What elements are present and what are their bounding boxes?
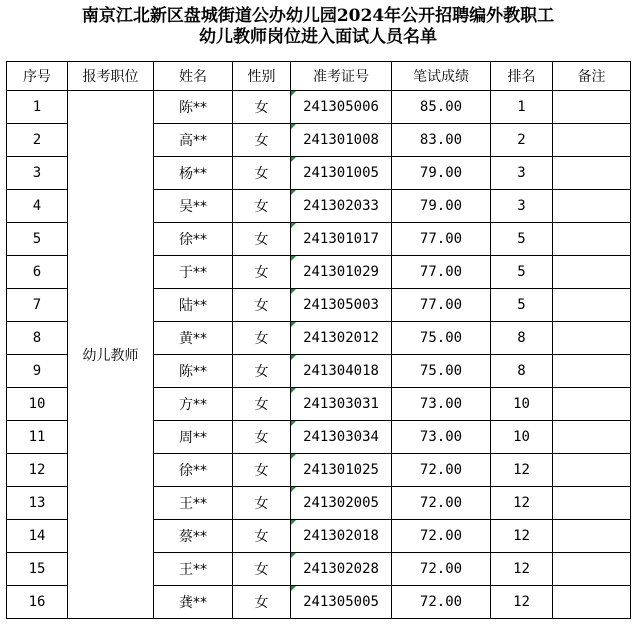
cell-remark xyxy=(553,256,631,289)
cell-name: 陆** xyxy=(154,289,233,322)
cell-gender: 女 xyxy=(233,586,291,619)
cell-index: 5 xyxy=(7,223,68,256)
cell-ticket xyxy=(291,223,392,256)
cell-score: 85.00 xyxy=(392,91,491,124)
ticket-number: 241305005 xyxy=(303,594,379,610)
ticket-number: 241305003 xyxy=(303,297,379,313)
cell-ticket xyxy=(291,355,392,388)
cell-gender: 女 xyxy=(233,355,291,388)
cell-rank: 12 xyxy=(491,487,553,520)
cell-error-marker xyxy=(291,223,296,228)
cell-name: 龚** xyxy=(154,586,233,619)
cell-error-marker xyxy=(291,157,296,162)
cell-name: 吴** xyxy=(154,190,233,223)
cell-remark xyxy=(553,190,631,223)
cell-gender: 女 xyxy=(233,190,291,223)
cell-rank: 12 xyxy=(491,520,553,553)
cell-name: 徐** xyxy=(154,223,233,256)
ticket-number: 241303031 xyxy=(303,396,379,412)
cell-ticket xyxy=(291,421,392,454)
cell-index: 12 xyxy=(7,454,68,487)
cell-index: 1 xyxy=(7,91,68,124)
cell-ticket xyxy=(291,157,392,190)
table-row xyxy=(7,91,631,124)
cell-rank: 12 xyxy=(491,553,553,586)
header-name: 姓名 xyxy=(154,62,233,91)
cell-index: 15 xyxy=(7,553,68,586)
cell-gender: 女 xyxy=(233,289,291,322)
cell-remark xyxy=(553,289,631,322)
cell-remark xyxy=(553,388,631,421)
cell-rank: 3 xyxy=(491,157,553,190)
cell-score: 83.00 xyxy=(392,124,491,157)
ticket-number: 241301017 xyxy=(303,231,379,247)
cell-name: 陈** xyxy=(154,91,233,124)
cell-remark xyxy=(553,487,631,520)
cell-name: 蔡** xyxy=(154,520,233,553)
cell-remark xyxy=(553,586,631,619)
title-line-2: 幼儿教师岗位进入面试人员名单 xyxy=(199,27,437,47)
cell-gender: 女 xyxy=(233,322,291,355)
ticket-number: 241302033 xyxy=(303,198,379,214)
cell-ticket xyxy=(291,553,392,586)
cell-error-marker xyxy=(291,388,296,393)
table-body xyxy=(7,91,631,619)
cell-rank: 8 xyxy=(491,355,553,388)
cell-index: 4 xyxy=(7,190,68,223)
cell-index: 7 xyxy=(7,289,68,322)
cell-score: 72.00 xyxy=(392,586,491,619)
interview-roster-table xyxy=(6,61,631,619)
cell-rank: 1 xyxy=(491,91,553,124)
cell-error-marker xyxy=(291,289,296,294)
cell-error-marker xyxy=(291,355,296,360)
ticket-number: 241304018 xyxy=(303,363,379,379)
ticket-number: 241302012 xyxy=(303,330,379,346)
cell-error-marker xyxy=(291,91,296,96)
cell-gender: 女 xyxy=(233,124,291,157)
cell-name: 徐** xyxy=(154,454,233,487)
cell-error-marker xyxy=(291,520,296,525)
cell-index: 10 xyxy=(7,388,68,421)
cell-ticket xyxy=(291,124,392,157)
cell-index: 8 xyxy=(7,322,68,355)
header-ticket: 准考证号 xyxy=(291,62,392,91)
cell-gender: 女 xyxy=(233,157,291,190)
cell-index: 2 xyxy=(7,124,68,157)
header-index: 序号 xyxy=(7,62,68,91)
ticket-number: 241302005 xyxy=(303,495,379,511)
cell-score: 79.00 xyxy=(392,157,491,190)
cell-rank: 12 xyxy=(491,454,553,487)
cell-name: 王** xyxy=(154,553,233,586)
cell-remark xyxy=(553,355,631,388)
cell-score: 79.00 xyxy=(392,190,491,223)
ticket-number: 241301005 xyxy=(303,165,379,181)
cell-name: 方** xyxy=(154,388,233,421)
cell-remark xyxy=(553,322,631,355)
cell-index: 16 xyxy=(7,586,68,619)
cell-gender: 女 xyxy=(233,421,291,454)
cell-index: 13 xyxy=(7,487,68,520)
cell-rank: 10 xyxy=(491,421,553,454)
cell-index: 11 xyxy=(7,421,68,454)
cell-remark xyxy=(553,157,631,190)
cell-rank: 3 xyxy=(491,190,553,223)
cell-index: 6 xyxy=(7,256,68,289)
cell-rank: 12 xyxy=(491,586,553,619)
cell-remark xyxy=(553,421,631,454)
cell-remark xyxy=(553,520,631,553)
cell-gender: 女 xyxy=(233,553,291,586)
cell-score: 72.00 xyxy=(392,553,491,586)
ticket-number: 241302018 xyxy=(303,528,379,544)
cell-ticket xyxy=(291,586,392,619)
table-header-row xyxy=(7,62,631,91)
header-rank: 排名 xyxy=(491,62,553,91)
cell-gender: 女 xyxy=(233,454,291,487)
header-gender: 性别 xyxy=(233,62,291,91)
cell-error-marker xyxy=(291,256,296,261)
ticket-number: 241301008 xyxy=(303,132,379,148)
cell-name: 陈** xyxy=(154,355,233,388)
cell-name: 黄** xyxy=(154,322,233,355)
cell-index: 14 xyxy=(7,520,68,553)
ticket-number: 241301029 xyxy=(303,264,379,280)
cell-name: 于** xyxy=(154,256,233,289)
cell-score: 77.00 xyxy=(392,256,491,289)
cell-name: 王** xyxy=(154,487,233,520)
cell-rank: 10 xyxy=(491,388,553,421)
ticket-number: 241302028 xyxy=(303,561,379,577)
cell-error-marker xyxy=(291,553,296,558)
cell-score: 77.00 xyxy=(392,223,491,256)
cell-gender: 女 xyxy=(233,256,291,289)
document-title xyxy=(0,0,636,48)
ticket-number: 241301025 xyxy=(303,462,379,478)
cell-remark xyxy=(553,223,631,256)
cell-ticket xyxy=(291,91,392,124)
cell-name: 周** xyxy=(154,421,233,454)
cell-remark xyxy=(553,553,631,586)
cell-ticket xyxy=(291,190,392,223)
cell-rank: 5 xyxy=(491,289,553,322)
cell-error-marker xyxy=(291,487,296,492)
cell-ticket xyxy=(291,454,392,487)
cell-error-marker xyxy=(291,124,296,129)
cell-ticket xyxy=(291,388,392,421)
cell-gender: 女 xyxy=(233,388,291,421)
header-remark: 备注 xyxy=(553,62,631,91)
cell-position: 幼儿教师 xyxy=(68,91,154,619)
cell-remark xyxy=(553,124,631,157)
cell-score: 72.00 xyxy=(392,520,491,553)
cell-ticket xyxy=(291,322,392,355)
ticket-number: 241305006 xyxy=(303,99,379,115)
cell-score: 75.00 xyxy=(392,355,491,388)
cell-index: 9 xyxy=(7,355,68,388)
ticket-number: 241303034 xyxy=(303,429,379,445)
cell-score: 72.00 xyxy=(392,487,491,520)
header-score: 笔试成绩 xyxy=(392,62,491,91)
cell-rank: 5 xyxy=(491,256,553,289)
cell-name: 高** xyxy=(154,124,233,157)
cell-gender: 女 xyxy=(233,520,291,553)
cell-name: 杨** xyxy=(154,157,233,190)
cell-rank: 5 xyxy=(491,223,553,256)
cell-score: 77.00 xyxy=(392,289,491,322)
cell-error-marker xyxy=(291,322,296,327)
cell-rank: 8 xyxy=(491,322,553,355)
cell-gender: 女 xyxy=(233,91,291,124)
cell-error-marker xyxy=(291,190,296,195)
header-position: 报考职位 xyxy=(68,62,154,91)
cell-ticket xyxy=(291,289,392,322)
cell-score: 75.00 xyxy=(392,322,491,355)
cell-remark xyxy=(553,454,631,487)
cell-ticket xyxy=(291,487,392,520)
cell-error-marker xyxy=(291,421,296,426)
cell-score: 73.00 xyxy=(392,388,491,421)
title-line-1: 南京江北新区盘城街道公办幼儿园2024年公开招聘编外教职工 xyxy=(81,6,555,26)
cell-index: 3 xyxy=(7,157,68,190)
cell-rank: 2 xyxy=(491,124,553,157)
cell-gender: 女 xyxy=(233,487,291,520)
cell-score: 72.00 xyxy=(392,454,491,487)
cell-ticket xyxy=(291,256,392,289)
cell-score: 73.00 xyxy=(392,421,491,454)
cell-remark xyxy=(553,91,631,124)
cell-gender: 女 xyxy=(233,223,291,256)
cell-error-marker xyxy=(291,454,296,459)
cell-ticket xyxy=(291,520,392,553)
cell-error-marker xyxy=(291,586,296,591)
